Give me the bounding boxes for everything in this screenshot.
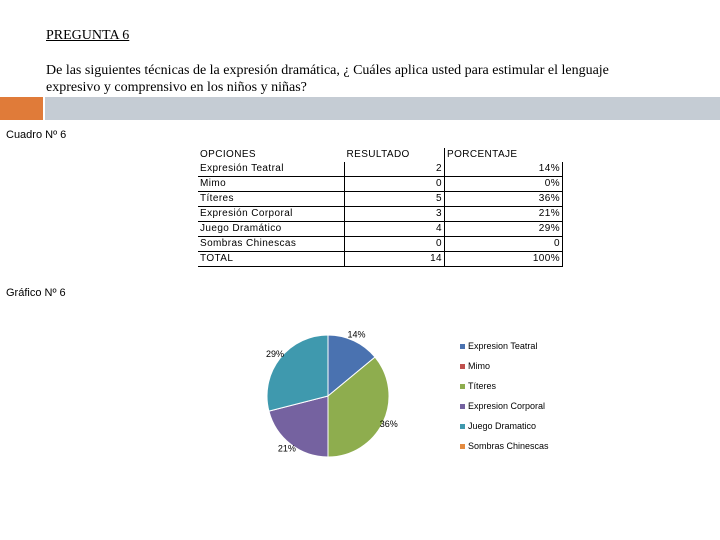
legend-item <box>460 376 549 396</box>
legend-swatch <box>460 424 465 429</box>
legend-swatch <box>460 404 465 409</box>
header-percent: PORCENTAJE <box>447 149 518 160</box>
legend-label: Títeres <box>468 381 497 391</box>
pie-slices <box>267 335 389 457</box>
legend-swatch <box>460 364 465 369</box>
row-percent: 36% <box>445 192 563 207</box>
legend-swatch <box>460 444 465 449</box>
question-text: De las siguientes técnicas de la expresión dramática, ¿ Cuáles aplica usted para estimular el lenguaje expresivo y comprensivo en los niños y niñas? <box>46 63 609 95</box>
row-option: Sombras Chinescas <box>198 237 345 252</box>
row-option: Mimo <box>198 177 345 192</box>
row-result: 4 <box>345 222 445 237</box>
chart-legend <box>460 336 549 456</box>
row-percent: 21% <box>445 207 563 222</box>
row-percent: 100% <box>445 252 563 267</box>
legend-label: Juego Dramatico <box>468 421 537 431</box>
pie-data-label: 21% <box>277 443 296 454</box>
legend-label: Sombras Chinescas <box>468 441 549 451</box>
slide-title: PREGUNTA 6 <box>46 28 130 43</box>
chart-caption: Gráfico Nº 6 <box>6 287 66 299</box>
pie-data-label: 29% <box>265 349 284 360</box>
legend-item <box>460 356 549 376</box>
table-caption: Cuadro Nº 6 <box>6 129 67 141</box>
legend-label: Expresion Teatral <box>468 341 538 351</box>
row-option: TOTAL <box>198 252 345 267</box>
row-option: Títeres <box>198 192 345 207</box>
header-result: RESULTADO <box>345 148 445 162</box>
legend-item <box>460 336 549 356</box>
row-option: Expresión Corporal <box>198 207 345 222</box>
row-percent: 14% <box>445 162 563 177</box>
row-percent: 0 <box>445 237 563 252</box>
row-percent: 29% <box>445 222 563 237</box>
legend-swatch <box>460 344 465 349</box>
legend-label: Mimo <box>468 361 490 371</box>
row-result: 2 <box>345 162 445 177</box>
pie-data-label: 14% <box>347 329 366 340</box>
row-result: 3 <box>345 207 445 222</box>
row-option: Juego Dramático <box>198 222 345 237</box>
row-result: 5 <box>345 192 445 207</box>
legend-item <box>460 416 549 436</box>
row-option: Expresión Teatral <box>198 162 345 177</box>
legend-item <box>460 436 549 456</box>
row-result: 0 <box>345 177 445 192</box>
legend-item <box>460 396 549 416</box>
header-options: OPCIONES <box>200 149 256 160</box>
legend-label: Expresion Corporal <box>468 401 546 411</box>
row-percent: 0% <box>445 177 563 192</box>
legend-swatch <box>460 384 465 389</box>
row-result: 0 <box>345 237 445 252</box>
row-result: 14 <box>345 252 445 267</box>
pie-data-label: 36% <box>379 418 398 429</box>
